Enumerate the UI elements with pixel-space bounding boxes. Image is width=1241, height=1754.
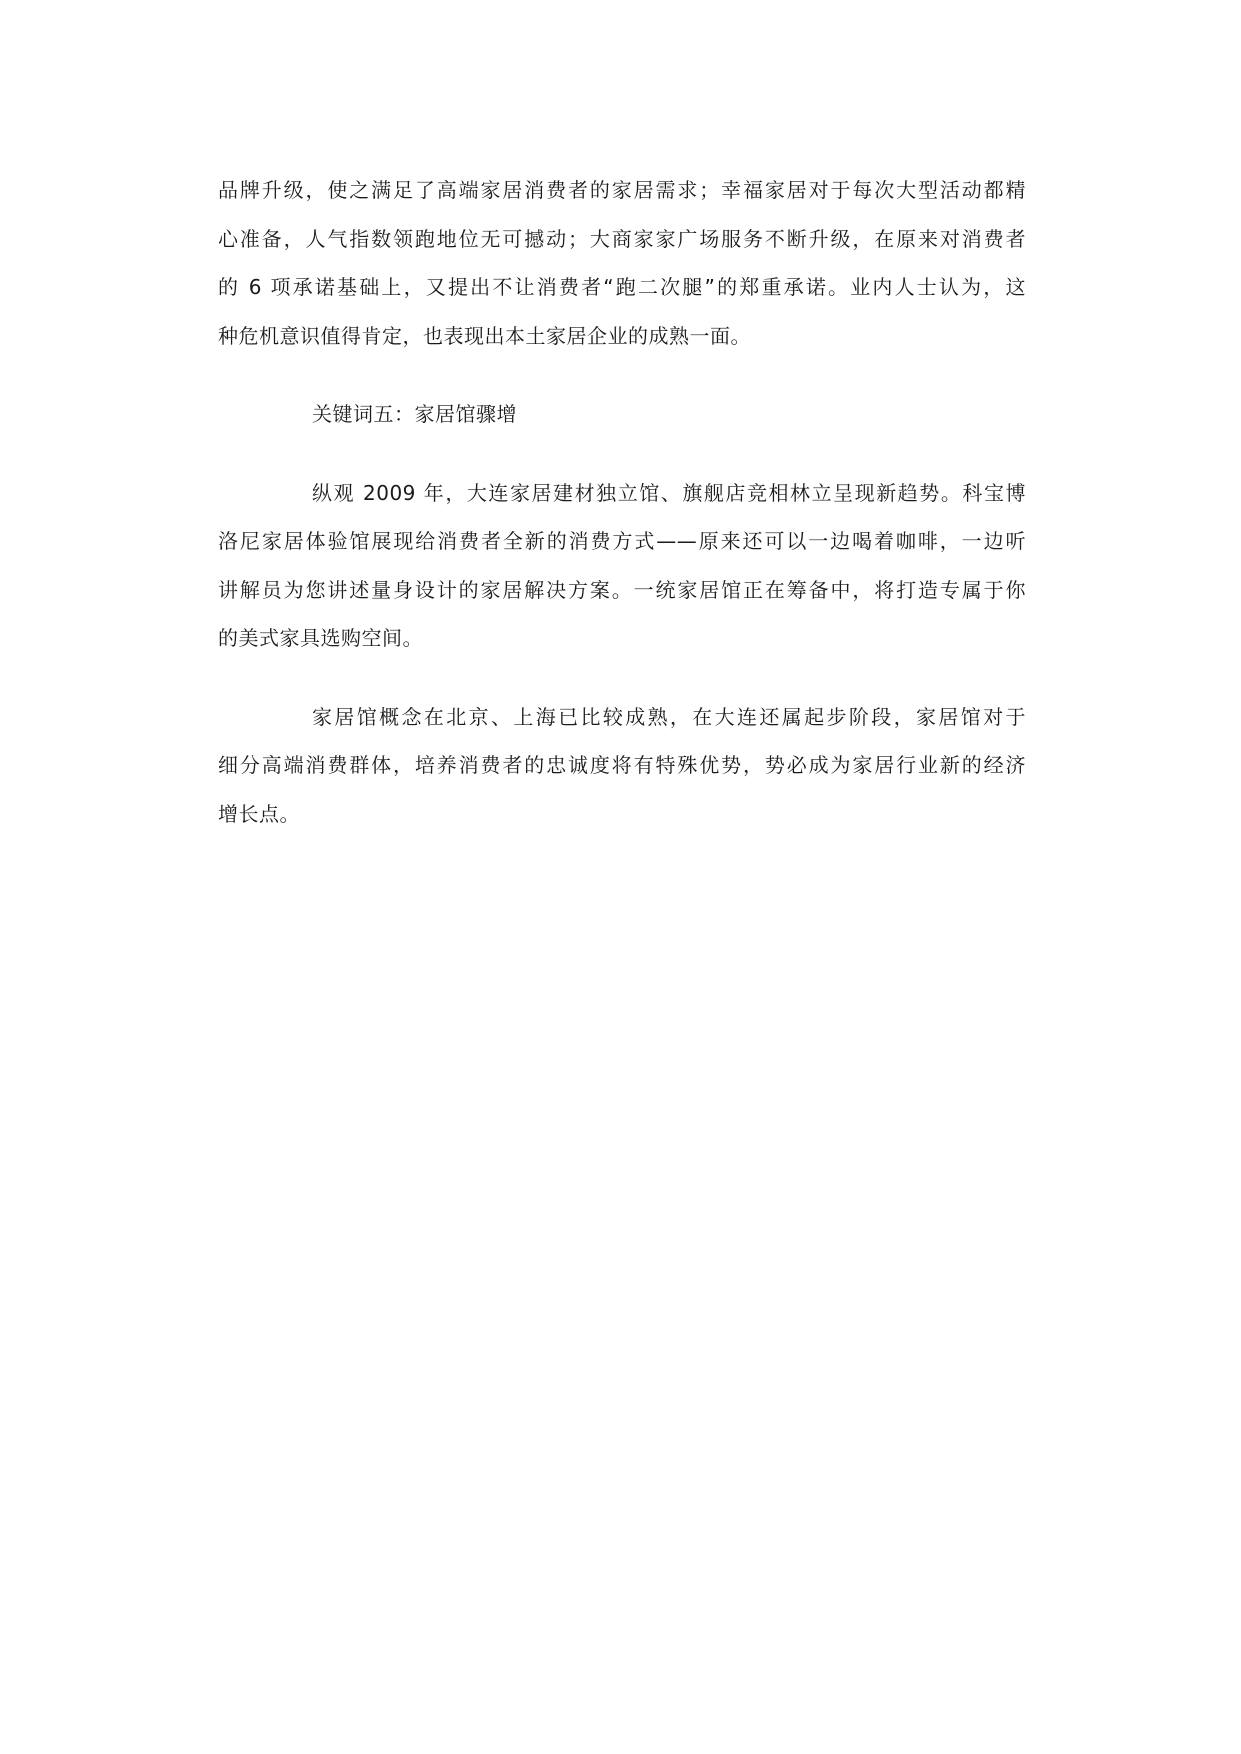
text-line: 的美式家具选购空间。 xyxy=(218,626,423,650)
paragraph-brand-upgrade xyxy=(218,166,1026,360)
text-line: 种危机意识值得肯定，也表现出本土家居企业的成熟一面。 xyxy=(218,323,751,348)
text-line: 心准备，人气指数领跑地位无可撼动；大商家家广场服务不断升级，在原来对消费者 xyxy=(218,226,1026,251)
text-line: 讲解员为您讲述量身设计的家居解决方案。一统家居馆正在筹备中，将打造专属于你 xyxy=(218,577,1026,602)
text-line: 家居馆概念在北京、上海已比较成熟，在大连还属起步阶段，家居馆对于 xyxy=(312,704,1026,729)
text-line: 细分高端消费群体，培养消费者的忠诚度将有特殊优势，势必成为家居行业新的经济 xyxy=(218,753,1026,777)
text-line: 洛尼家居体验馆展现给消费者全新的消费方式——原来还可以一边喝着咖啡，一边听 xyxy=(218,529,1026,553)
text-line: 纵观 2009 年，大连家居建材独立馆、旗舰店竞相林立呈现新趋势。科宝博 xyxy=(312,480,1026,505)
section-heading-keyword-five xyxy=(218,390,1026,439)
text-line: 的 6 项承诺基础上，又提出不让消费者“跑二次腿”的郑重承诺。业内人士认为，这 xyxy=(218,275,1026,299)
paragraph-2009-trend xyxy=(218,469,1026,663)
section-heading-text: 关键词五：家居馆骤增 xyxy=(312,402,517,426)
text-line: 增长点。 xyxy=(218,801,300,826)
document-body xyxy=(218,166,1026,838)
text-line: 品牌升级，使之满足了高端家居消费者的家居需求；幸福家居对于每次大型活动都精 xyxy=(218,178,1026,202)
paragraph-home-pavilion-concept xyxy=(218,693,1026,839)
